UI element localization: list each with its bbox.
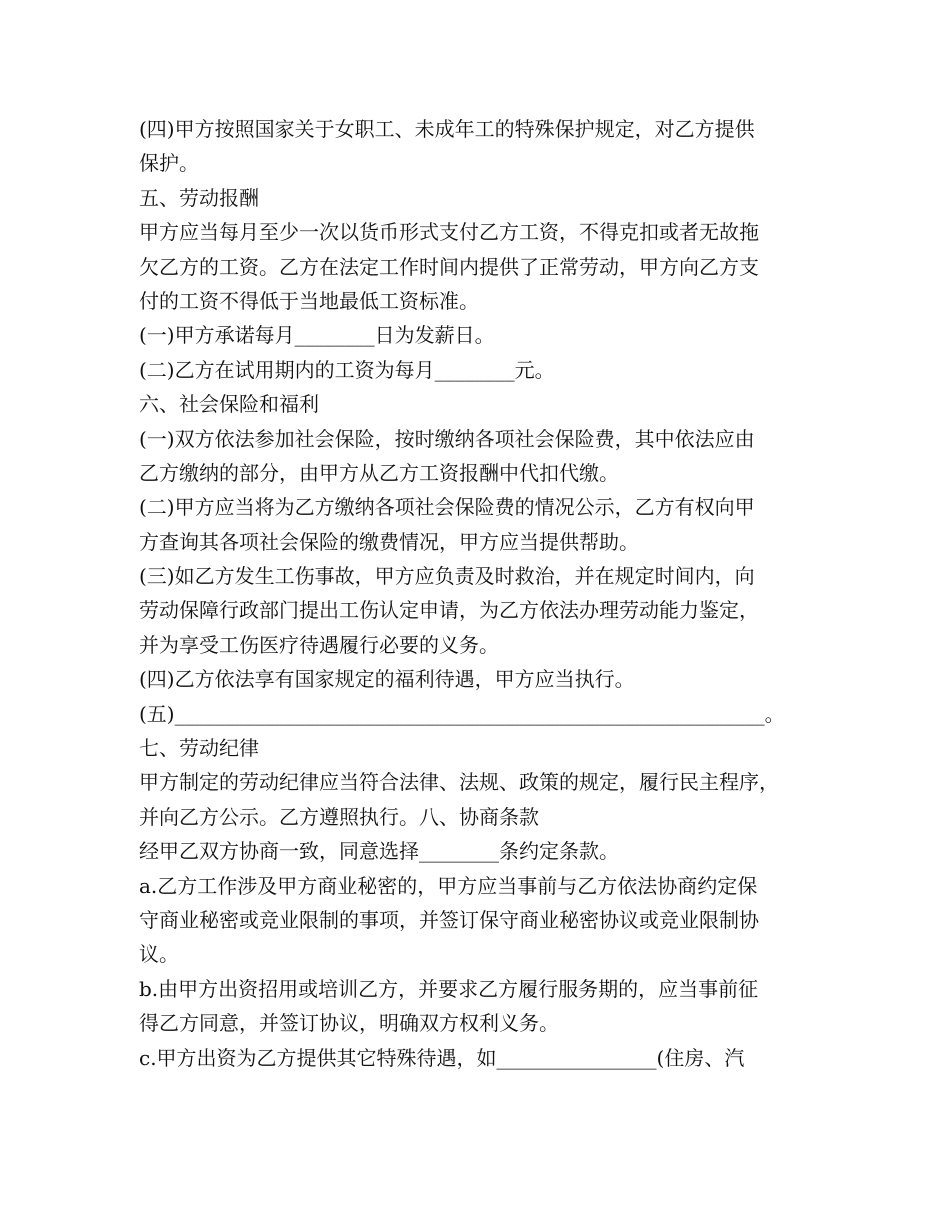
- text-line: b.由甲方出资招用或培训乙方，并要求乙方履行服务期的，应当事前征: [139, 976, 759, 1001]
- text-line: (四)乙方依法享有国家规定的福利待遇，甲方应当执行。: [139, 667, 635, 692]
- text-line: (一)甲方承诺每月________日为发薪日。: [139, 323, 495, 348]
- text-line: 保护。: [139, 151, 199, 176]
- text-line: 并向乙方公示。乙方遵照执行。八、协商条款: [139, 804, 539, 829]
- text-line: (二)甲方应当将为乙方缴纳各项社会保险费的情况公示，乙方有权向甲: [139, 495, 755, 520]
- text-line: 方查询其各项社会保险的缴费情况，甲方应当提供帮助。: [139, 529, 639, 554]
- text-line: (五)___________________________________________________________。: [139, 701, 785, 726]
- section-heading: 五、劳动报酬: [139, 185, 259, 210]
- text-line: a.乙方工作涉及甲方商业秘密的，甲方应当事前与乙方依法协商约定保: [139, 873, 758, 898]
- text-line: 乙方缴纳的部分，由甲方从乙方工资报酬中代扣代缴。: [139, 460, 619, 485]
- text-line: 守商业秘密或竞业限制的事项，并签订保守商业秘密协议或竞业限制协: [139, 907, 759, 932]
- text-line: 得乙方同意，并签订协议，明确双方权利义务。: [139, 1011, 559, 1036]
- text-line: 甲方制定的劳动纪律应当符合法律、法规、政策的规定，履行民主程序，: [139, 770, 779, 795]
- section-heading: 六、社会保险和福利: [139, 392, 319, 417]
- contract-text: [139, 112, 819, 1075]
- text-line: (二)乙方在试用期内的工资为每月________元。: [139, 357, 555, 382]
- text-line: (四)甲方按照国家关于女职工、未成年工的特殊保护规定，对乙方提供: [139, 117, 755, 141]
- text-line: 经甲乙双方协商一致，同意选择________条约定条款。: [139, 839, 619, 864]
- text-line: 欠乙方的工资。乙方在法定工作时间内提供了正常劳动，甲方向乙方支: [139, 254, 759, 279]
- section-heading: 七、劳动纪律: [139, 736, 259, 761]
- text-line: 并为享受工伤医疗待遇履行必要的义务。: [139, 632, 499, 657]
- text-line: (三)如乙方发生工伤事故，甲方应负责及时救治，并在规定时间内，向: [139, 564, 755, 589]
- text-line: 甲方应当每月至少一次以货币形式支付乙方工资，不得克扣或者无故拖: [139, 220, 759, 245]
- text-line: (一)双方依法参加社会保险，按时缴纳各项社会保险费，其中依法应由: [139, 426, 755, 451]
- text-line: 付的工资不得低于当地最低工资标准。: [139, 288, 479, 313]
- text-line: 议。: [139, 942, 179, 967]
- text-line: c.甲方出资为乙方提供其它特殊待遇，如________________(住房、汽: [139, 1045, 745, 1070]
- text-line: 劳动保障行政部门提出工伤认定申请，为乙方依法办理劳动能力鉴定，: [139, 598, 759, 623]
